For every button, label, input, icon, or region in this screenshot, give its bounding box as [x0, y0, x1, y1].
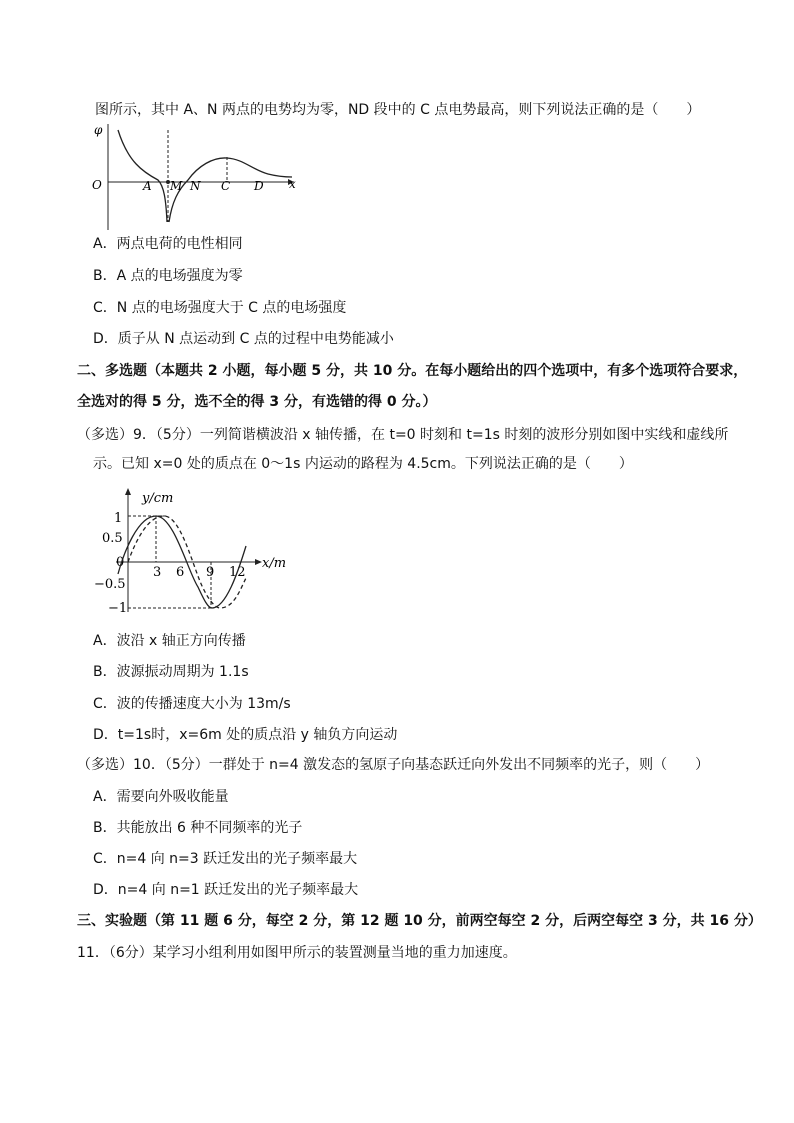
q8-label-origin: O [92, 178, 102, 192]
q8-label-n: N [190, 179, 201, 193]
q9-xtick-6: 6 [176, 565, 185, 580]
section2-title-line1: 二、多选题（本题共 2 小题，每小题 5 分，共 10 分。在每小题给出的四个选项中，有多个选项符合要求， [77, 363, 748, 379]
q9-option-d: D．t=1s时，x=6m 处的质点沿 y 轴负方向运动 [93, 727, 398, 743]
section3-title: 三、实验题（第 11 题 6 分，每空 2 分，第 12 题 10 分，前两空每空 2 分，后两空每空 3 分，共 16 分） [77, 913, 762, 929]
q8-option-d: D．质子从 N 点运动到 C 点的过程中电势能减小 [93, 331, 394, 347]
q9-option-b: B．波源振动周期为 1.1s [93, 664, 249, 680]
q8-label-x: x [289, 177, 296, 191]
q10-option-a: A．需要向外吸收能量 [93, 789, 229, 805]
q9-ytick-m1: −1 [108, 601, 128, 616]
q10-option-b: B．共能放出 6 种不同频率的光子 [93, 820, 303, 836]
q8-option-c: C．N 点的电场强度大于 C 点的电场强度 [93, 300, 347, 316]
q8-label-d: D [254, 179, 264, 193]
q9-xtick-12: 12 [229, 565, 246, 580]
q8-label-m: M [170, 179, 183, 193]
q9-option-a: A．波沿 x 轴正方向传播 [93, 633, 246, 649]
q8-curve-right [169, 158, 292, 222]
q9-ytick-m05: −0.5 [94, 577, 126, 592]
q9-label-x: x/m [262, 556, 287, 571]
q9-y-arrow [125, 488, 131, 495]
q9-wave-graph [88, 482, 298, 617]
q10-option-d: D．n=4 向 n=1 跃迁发出的光子频率最大 [93, 882, 359, 898]
q9-xtick-3: 3 [153, 565, 162, 580]
q9-stem-line1: （多选）9．（5分）一列简谐横波沿 x 轴传播，在 t=0 时刻和 t=1s 时刻的波形分别如图中实线和虚线所 [77, 427, 729, 443]
q8-label-a: A [143, 179, 152, 193]
q11-stem: 11．（6分）某学习小组利用如图甲所示的装置测量当地的重力加速度。 [77, 945, 517, 961]
q9-label-y: y/cm [142, 491, 174, 506]
q8-label-c: C [221, 179, 231, 193]
q8-label-phi: φ [94, 123, 103, 137]
q9-xtick-9: 9 [206, 565, 215, 580]
q8-option-b: B．A 点的电场强度为零 [93, 268, 243, 284]
q9-x-arrow [255, 559, 262, 565]
q8-stem: 图所示，其中 A、N 两点的电势均为零，ND 段中的 C 点电势最高，则下列说法正确的是（ ） [95, 102, 701, 118]
q8-curve-left [118, 130, 167, 222]
q10-option-c: C．n=4 向 n=3 跃迁发出的光子频率最大 [93, 851, 358, 867]
q8-option-a: A．两点电荷的电性相同 [93, 236, 243, 252]
q8-potential-graph [88, 122, 308, 232]
section2-title-line2: 全选对的得 5 分，选不全的得 3 分，有选错的得 0 分。） [77, 394, 437, 410]
q9-ytick-05: 0.5 [102, 531, 123, 546]
q9-stem-line2: 示。已知 x=0 处的质点在 0～1s 内运动的路程为 4.5cm。下列说法正确的是（ ） [93, 456, 633, 472]
q9-ytick-1: 1 [114, 511, 123, 526]
q9-ytick-0: 0 [116, 555, 125, 570]
q10-stem: （多选）10．（5分）一群处于 n=4 激发态的氢原子向基态跃迁向外发出不同频率的光子，则（ ） [77, 757, 710, 773]
q9-option-c: C．波的传播速度大小为 13m/s [93, 696, 291, 712]
